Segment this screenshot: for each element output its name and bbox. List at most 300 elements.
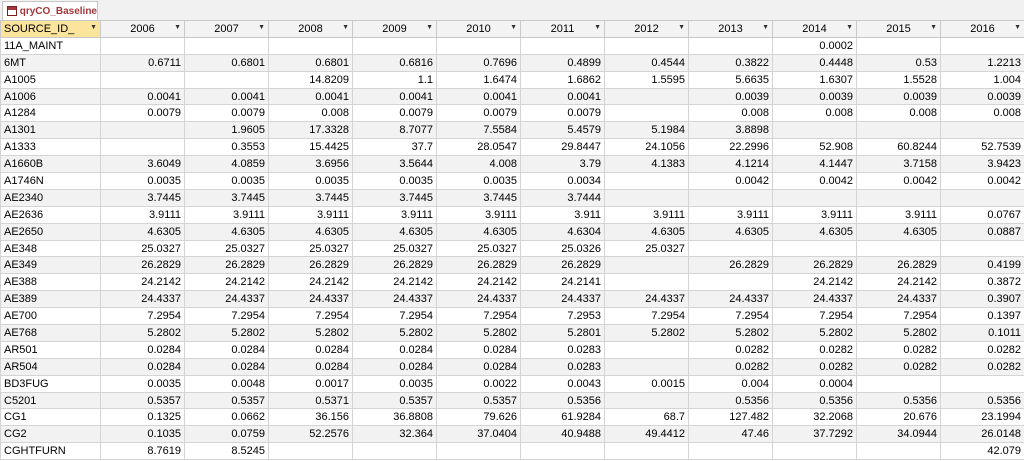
value-cell[interactable] (857, 122, 941, 139)
value-cell[interactable]: 5.4579 (521, 122, 605, 139)
sort-filter-dropdown-icon[interactable]: ▼ (846, 24, 853, 31)
value-cell[interactable]: 52.7539 (941, 139, 1024, 156)
value-cell[interactable]: 20.676 (857, 409, 941, 426)
column-header-2014[interactable] (773, 21, 857, 38)
value-cell[interactable]: 0.4199 (941, 257, 1024, 274)
value-cell[interactable]: 0.0035 (101, 173, 185, 190)
column-header-2012[interactable] (605, 21, 689, 38)
table-row[interactable] (1, 156, 1024, 173)
value-cell[interactable]: 0.0041 (353, 88, 437, 105)
value-cell[interactable]: 0.0041 (101, 88, 185, 105)
value-cell[interactable]: 3.9111 (269, 206, 353, 223)
value-cell[interactable]: 0.0284 (185, 358, 269, 375)
value-cell[interactable]: 3.7444 (521, 189, 605, 206)
table-row[interactable] (1, 206, 1024, 223)
value-cell[interactable]: 3.7445 (437, 189, 521, 206)
value-cell[interactable]: 4.6305 (353, 223, 437, 240)
value-cell[interactable]: 7.2954 (101, 308, 185, 325)
sort-filter-dropdown-icon[interactable]: ▼ (426, 24, 433, 31)
value-cell[interactable]: 34.0944 (857, 426, 941, 443)
value-cell[interactable]: 0.0035 (185, 173, 269, 190)
value-cell[interactable] (101, 139, 185, 156)
source-id-cell[interactable]: AE700 (1, 308, 101, 325)
datasheet-grid[interactable] (0, 20, 1024, 461)
column-header-2013[interactable] (689, 21, 773, 38)
value-cell[interactable]: 26.2829 (773, 257, 857, 274)
value-cell[interactable]: 7.2954 (353, 308, 437, 325)
value-cell[interactable]: 26.2829 (857, 257, 941, 274)
column-header-sourceid[interactable] (1, 21, 101, 38)
value-cell[interactable]: 5.2802 (101, 325, 185, 342)
value-cell[interactable]: 4.0859 (185, 156, 269, 173)
value-cell[interactable]: 3.7445 (185, 189, 269, 206)
value-cell[interactable]: 7.2954 (437, 308, 521, 325)
value-cell[interactable] (689, 189, 773, 206)
value-cell[interactable]: 8.7619 (101, 443, 185, 460)
value-cell[interactable]: 5.2802 (689, 325, 773, 342)
query-tab[interactable] (2, 1, 98, 20)
value-cell[interactable]: 0.0759 (185, 426, 269, 443)
value-cell[interactable] (773, 122, 857, 139)
source-id-cell[interactable]: AE348 (1, 240, 101, 257)
value-cell[interactable] (605, 37, 689, 54)
source-id-cell[interactable]: AE388 (1, 274, 101, 291)
value-cell[interactable]: 0.0041 (185, 88, 269, 105)
value-cell[interactable] (689, 240, 773, 257)
table-row[interactable] (1, 443, 1024, 460)
value-cell[interactable] (437, 443, 521, 460)
value-cell[interactable]: 0.0041 (437, 88, 521, 105)
source-id-cell[interactable]: CG1 (1, 409, 101, 426)
value-cell[interactable]: 3.8898 (689, 122, 773, 139)
value-cell[interactable]: 37.7292 (773, 426, 857, 443)
value-cell[interactable]: 52.908 (773, 139, 857, 156)
value-cell[interactable]: 24.4337 (353, 291, 437, 308)
value-cell[interactable] (689, 274, 773, 291)
value-cell[interactable]: 24.2141 (521, 274, 605, 291)
value-cell[interactable]: 0.0002 (773, 37, 857, 54)
value-cell[interactable]: 8.5245 (185, 443, 269, 460)
value-cell[interactable]: 0.5357 (101, 392, 185, 409)
value-cell[interactable]: 0.0284 (269, 358, 353, 375)
value-cell[interactable]: 0.5356 (521, 392, 605, 409)
value-cell[interactable] (605, 173, 689, 190)
value-cell[interactable]: 7.2954 (857, 308, 941, 325)
value-cell[interactable] (773, 240, 857, 257)
value-cell[interactable]: 26.0148 (941, 426, 1024, 443)
value-cell[interactable]: 0.0042 (689, 173, 773, 190)
value-cell[interactable]: 26.2829 (185, 257, 269, 274)
value-cell[interactable]: 0.0284 (101, 341, 185, 358)
table-row[interactable] (1, 341, 1024, 358)
value-cell[interactable]: 0.5357 (437, 392, 521, 409)
value-cell[interactable]: 0.0282 (773, 341, 857, 358)
value-cell[interactable]: 4.6305 (269, 223, 353, 240)
value-cell[interactable]: 3.7445 (353, 189, 437, 206)
value-cell[interactable] (269, 443, 353, 460)
value-cell[interactable]: 0.3553 (185, 139, 269, 156)
value-cell[interactable] (101, 122, 185, 139)
value-cell[interactable]: 0.0004 (773, 375, 857, 392)
table-row[interactable] (1, 375, 1024, 392)
source-id-cell[interactable]: AE2636 (1, 206, 101, 223)
table-row[interactable] (1, 257, 1024, 274)
value-cell[interactable]: 22.2996 (689, 139, 773, 156)
value-cell[interactable]: 32.364 (353, 426, 437, 443)
column-header-2016[interactable] (941, 21, 1024, 38)
value-cell[interactable]: 4.6305 (185, 223, 269, 240)
value-cell[interactable]: 3.79 (521, 156, 605, 173)
value-cell[interactable]: 24.2142 (857, 274, 941, 291)
value-cell[interactable]: 24.4337 (605, 291, 689, 308)
source-id-cell[interactable]: AR504 (1, 358, 101, 375)
value-cell[interactable]: 3.9111 (101, 206, 185, 223)
value-cell[interactable]: 25.0327 (269, 240, 353, 257)
value-cell[interactable]: 24.2142 (269, 274, 353, 291)
table-row[interactable] (1, 37, 1024, 54)
value-cell[interactable]: 5.2802 (185, 325, 269, 342)
table-row[interactable] (1, 88, 1024, 105)
sort-filter-dropdown-icon[interactable]: ▼ (510, 24, 517, 31)
value-cell[interactable]: 7.2953 (521, 308, 605, 325)
value-cell[interactable]: 0.5356 (689, 392, 773, 409)
value-cell[interactable]: 0.0035 (353, 375, 437, 392)
value-cell[interactable] (941, 375, 1024, 392)
sort-filter-dropdown-icon[interactable]: ▼ (762, 24, 769, 31)
value-cell[interactable] (773, 189, 857, 206)
value-cell[interactable]: 24.1056 (605, 139, 689, 156)
value-cell[interactable]: 0.0035 (269, 173, 353, 190)
value-cell[interactable]: 0.0035 (101, 375, 185, 392)
value-cell[interactable]: 3.9423 (941, 156, 1024, 173)
value-cell[interactable]: 8.7077 (353, 122, 437, 139)
column-header-2009[interactable] (353, 21, 437, 38)
value-cell[interactable]: 7.2954 (185, 308, 269, 325)
value-cell[interactable]: 36.156 (269, 409, 353, 426)
value-cell[interactable]: 0.1325 (101, 409, 185, 426)
value-cell[interactable]: 5.2801 (521, 325, 605, 342)
value-cell[interactable]: 0.3872 (941, 274, 1024, 291)
value-cell[interactable]: 0.0017 (269, 375, 353, 392)
value-cell[interactable]: 4.6305 (437, 223, 521, 240)
value-cell[interactable]: 0.0282 (857, 341, 941, 358)
source-id-cell[interactable]: AR501 (1, 341, 101, 358)
value-cell[interactable] (857, 37, 941, 54)
value-cell[interactable]: 15.4425 (269, 139, 353, 156)
value-cell[interactable]: 3.9111 (185, 206, 269, 223)
value-cell[interactable] (185, 71, 269, 88)
source-id-cell[interactable]: A1005 (1, 71, 101, 88)
value-cell[interactable]: 36.8808 (353, 409, 437, 426)
value-cell[interactable] (857, 375, 941, 392)
value-cell[interactable]: 0.0283 (521, 341, 605, 358)
value-cell[interactable]: 0.6801 (185, 54, 269, 71)
source-id-cell[interactable]: CG2 (1, 426, 101, 443)
value-cell[interactable]: 26.2829 (521, 257, 605, 274)
table-row[interactable] (1, 426, 1024, 443)
value-cell[interactable]: 25.0326 (521, 240, 605, 257)
source-id-cell[interactable]: AE349 (1, 257, 101, 274)
value-cell[interactable]: 24.2142 (353, 274, 437, 291)
source-id-cell[interactable]: A1301 (1, 122, 101, 139)
value-cell[interactable]: 0.4448 (773, 54, 857, 71)
source-id-cell[interactable]: 6MT (1, 54, 101, 71)
value-cell[interactable]: 0.4899 (521, 54, 605, 71)
value-cell[interactable] (605, 189, 689, 206)
value-cell[interactable] (857, 189, 941, 206)
value-cell[interactable]: 0.4544 (605, 54, 689, 71)
table-row[interactable] (1, 291, 1024, 308)
value-cell[interactable]: 0.0284 (353, 358, 437, 375)
value-cell[interactable]: 3.7158 (857, 156, 941, 173)
value-cell[interactable]: 0.008 (773, 105, 857, 122)
value-cell[interactable] (101, 71, 185, 88)
source-id-cell[interactable]: CGHTFURN (1, 443, 101, 460)
value-cell[interactable]: 1.004 (941, 71, 1024, 88)
value-cell[interactable]: 0.0039 (941, 88, 1024, 105)
value-cell[interactable]: 0.0284 (269, 341, 353, 358)
value-cell[interactable]: 24.2142 (101, 274, 185, 291)
value-cell[interactable] (353, 37, 437, 54)
value-cell[interactable]: 0.0035 (437, 173, 521, 190)
value-cell[interactable]: 4.6305 (605, 223, 689, 240)
value-cell[interactable]: 25.0327 (101, 240, 185, 257)
value-cell[interactable]: 0.5371 (269, 392, 353, 409)
value-cell[interactable]: 3.9111 (857, 206, 941, 223)
value-cell[interactable]: 24.2142 (185, 274, 269, 291)
value-cell[interactable]: 0.5356 (941, 392, 1024, 409)
value-cell[interactable]: 0.0035 (353, 173, 437, 190)
value-cell[interactable]: 24.2142 (437, 274, 521, 291)
value-cell[interactable]: 25.0327 (185, 240, 269, 257)
value-cell[interactable]: 4.008 (437, 156, 521, 173)
table-row[interactable] (1, 71, 1024, 88)
value-cell[interactable]: 3.5644 (353, 156, 437, 173)
source-id-cell[interactable]: AE389 (1, 291, 101, 308)
value-cell[interactable] (269, 37, 353, 54)
table-row[interactable] (1, 122, 1024, 139)
value-cell[interactable] (605, 88, 689, 105)
value-cell[interactable] (605, 257, 689, 274)
value-cell[interactable]: 0.0282 (857, 358, 941, 375)
value-cell[interactable]: 1.1 (353, 71, 437, 88)
value-cell[interactable] (605, 392, 689, 409)
value-cell[interactable]: 0.004 (689, 375, 773, 392)
value-cell[interactable]: 0.0034 (521, 173, 605, 190)
value-cell[interactable]: 0.0041 (521, 88, 605, 105)
sort-filter-dropdown-icon[interactable]: ▼ (930, 24, 937, 31)
value-cell[interactable]: 1.6307 (773, 71, 857, 88)
value-cell[interactable]: 42.079 (941, 443, 1024, 460)
value-cell[interactable]: 0.3907 (941, 291, 1024, 308)
value-cell[interactable]: 5.2802 (773, 325, 857, 342)
value-cell[interactable]: 5.1984 (605, 122, 689, 139)
value-cell[interactable]: 0.0015 (605, 375, 689, 392)
table-row[interactable] (1, 392, 1024, 409)
value-cell[interactable] (857, 443, 941, 460)
value-cell[interactable] (605, 105, 689, 122)
table-row[interactable] (1, 223, 1024, 240)
value-cell[interactable]: 0.0284 (101, 358, 185, 375)
value-cell[interactable]: 0.0042 (941, 173, 1024, 190)
table-row[interactable] (1, 325, 1024, 342)
value-cell[interactable]: 1.9605 (185, 122, 269, 139)
table-row[interactable] (1, 240, 1024, 257)
value-cell[interactable]: 0.3822 (689, 54, 773, 71)
value-cell[interactable] (689, 37, 773, 54)
table-row[interactable] (1, 308, 1024, 325)
value-cell[interactable]: 0.0282 (689, 341, 773, 358)
value-cell[interactable]: 7.2954 (605, 308, 689, 325)
value-cell[interactable]: 0.0282 (689, 358, 773, 375)
value-cell[interactable]: 24.4337 (101, 291, 185, 308)
value-cell[interactable]: 4.1214 (689, 156, 773, 173)
value-cell[interactable]: 4.6305 (857, 223, 941, 240)
value-cell[interactable]: 24.4337 (689, 291, 773, 308)
value-cell[interactable]: 0.0282 (941, 358, 1024, 375)
value-cell[interactable]: 68.7 (605, 409, 689, 426)
value-cell[interactable]: 0.0767 (941, 206, 1024, 223)
value-cell[interactable]: 0.5356 (773, 392, 857, 409)
value-cell[interactable]: 4.1383 (605, 156, 689, 173)
value-cell[interactable]: 0.0048 (185, 375, 269, 392)
value-cell[interactable]: 0.6816 (353, 54, 437, 71)
value-cell[interactable] (941, 122, 1024, 139)
value-cell[interactable]: 0.6801 (269, 54, 353, 71)
value-cell[interactable]: 5.2802 (605, 325, 689, 342)
value-cell[interactable]: 0.0079 (101, 105, 185, 122)
value-cell[interactable]: 24.4337 (857, 291, 941, 308)
table-row[interactable] (1, 173, 1024, 190)
value-cell[interactable]: 24.4337 (269, 291, 353, 308)
value-cell[interactable]: 0.0662 (185, 409, 269, 426)
value-cell[interactable]: 0.0284 (353, 341, 437, 358)
value-cell[interactable]: 0.0079 (437, 105, 521, 122)
value-cell[interactable]: 0.0887 (941, 223, 1024, 240)
value-cell[interactable]: 3.9111 (437, 206, 521, 223)
source-id-cell[interactable]: C5201 (1, 392, 101, 409)
value-cell[interactable]: 127.482 (689, 409, 773, 426)
value-cell[interactable] (941, 240, 1024, 257)
value-cell[interactable]: 26.2829 (353, 257, 437, 274)
value-cell[interactable]: 3.6956 (269, 156, 353, 173)
value-cell[interactable]: 24.4337 (437, 291, 521, 308)
value-cell[interactable]: 0.1035 (101, 426, 185, 443)
value-cell[interactable]: 26.2829 (689, 257, 773, 274)
value-cell[interactable]: 0.0079 (353, 105, 437, 122)
value-cell[interactable]: 0.7696 (437, 54, 521, 71)
value-cell[interactable]: 5.2802 (353, 325, 437, 342)
value-cell[interactable]: 0.6711 (101, 54, 185, 71)
value-cell[interactable]: 0.0079 (521, 105, 605, 122)
value-cell[interactable]: 0.1397 (941, 308, 1024, 325)
value-cell[interactable]: 0.0043 (521, 375, 605, 392)
source-id-cell[interactable]: A1660B (1, 156, 101, 173)
value-cell[interactable]: 29.8447 (521, 139, 605, 156)
value-cell[interactable]: 3.9111 (773, 206, 857, 223)
value-cell[interactable]: 61.9284 (521, 409, 605, 426)
column-header-2010[interactable] (437, 21, 521, 38)
value-cell[interactable]: 4.6305 (773, 223, 857, 240)
value-cell[interactable]: 40.9488 (521, 426, 605, 443)
value-cell[interactable]: 0.5357 (185, 392, 269, 409)
value-cell[interactable] (185, 37, 269, 54)
source-id-cell[interactable]: BD3FUG (1, 375, 101, 392)
value-cell[interactable]: 0.53 (857, 54, 941, 71)
value-cell[interactable] (941, 189, 1024, 206)
table-row[interactable] (1, 54, 1024, 71)
value-cell[interactable] (773, 443, 857, 460)
value-cell[interactable]: 79.626 (437, 409, 521, 426)
value-cell[interactable]: 0.008 (689, 105, 773, 122)
source-id-cell[interactable]: AE2340 (1, 189, 101, 206)
value-cell[interactable]: 49.4412 (605, 426, 689, 443)
value-cell[interactable]: 0.0283 (521, 358, 605, 375)
value-cell[interactable]: 25.0327 (437, 240, 521, 257)
sort-filter-dropdown-icon[interactable]: ▼ (342, 24, 349, 31)
source-id-cell[interactable]: A1006 (1, 88, 101, 105)
value-cell[interactable]: 0.0042 (857, 173, 941, 190)
value-cell[interactable]: 26.2829 (101, 257, 185, 274)
value-cell[interactable]: 24.4337 (773, 291, 857, 308)
value-cell[interactable]: 24.4337 (185, 291, 269, 308)
value-cell[interactable]: 0.0079 (185, 105, 269, 122)
value-cell[interactable]: 0.5356 (857, 392, 941, 409)
value-cell[interactable] (605, 358, 689, 375)
value-cell[interactable]: 7.5584 (437, 122, 521, 139)
value-cell[interactable]: 28.0547 (437, 139, 521, 156)
value-cell[interactable]: 23.1994 (941, 409, 1024, 426)
column-header-2008[interactable] (269, 21, 353, 38)
value-cell[interactable]: 3.911 (521, 206, 605, 223)
source-id-cell[interactable]: AE2650 (1, 223, 101, 240)
value-cell[interactable]: 0.0284 (185, 341, 269, 358)
value-cell[interactable]: 32.2068 (773, 409, 857, 426)
value-cell[interactable]: 0.0284 (437, 341, 521, 358)
value-cell[interactable] (689, 443, 773, 460)
value-cell[interactable]: 52.2576 (269, 426, 353, 443)
value-cell[interactable]: 24.2142 (773, 274, 857, 291)
sort-filter-dropdown-icon[interactable]: ▼ (90, 24, 97, 31)
value-cell[interactable]: 0.5357 (353, 392, 437, 409)
value-cell[interactable]: 25.0327 (605, 240, 689, 257)
value-cell[interactable] (521, 443, 605, 460)
source-id-cell[interactable]: A1746N (1, 173, 101, 190)
value-cell[interactable] (353, 443, 437, 460)
value-cell[interactable]: 37.7 (353, 139, 437, 156)
value-cell[interactable] (437, 37, 521, 54)
value-cell[interactable]: 25.0327 (353, 240, 437, 257)
value-cell[interactable]: 1.6474 (437, 71, 521, 88)
value-cell[interactable]: 0.008 (269, 105, 353, 122)
value-cell[interactable]: 37.0404 (437, 426, 521, 443)
value-cell[interactable]: 0.008 (857, 105, 941, 122)
column-header-2015[interactable] (857, 21, 941, 38)
value-cell[interactable]: 0.0039 (857, 88, 941, 105)
table-row[interactable] (1, 274, 1024, 291)
source-id-cell[interactable]: AE768 (1, 325, 101, 342)
value-cell[interactable]: 1.6862 (521, 71, 605, 88)
column-header-2007[interactable] (185, 21, 269, 38)
value-cell[interactable]: 24.4337 (521, 291, 605, 308)
value-cell[interactable]: 0.0042 (773, 173, 857, 190)
source-id-cell[interactable]: 11A_MAINT (1, 37, 101, 54)
value-cell[interactable]: 3.7445 (101, 189, 185, 206)
table-row[interactable] (1, 409, 1024, 426)
value-cell[interactable]: 0.0022 (437, 375, 521, 392)
table-row[interactable] (1, 358, 1024, 375)
value-cell[interactable]: 47.46 (689, 426, 773, 443)
